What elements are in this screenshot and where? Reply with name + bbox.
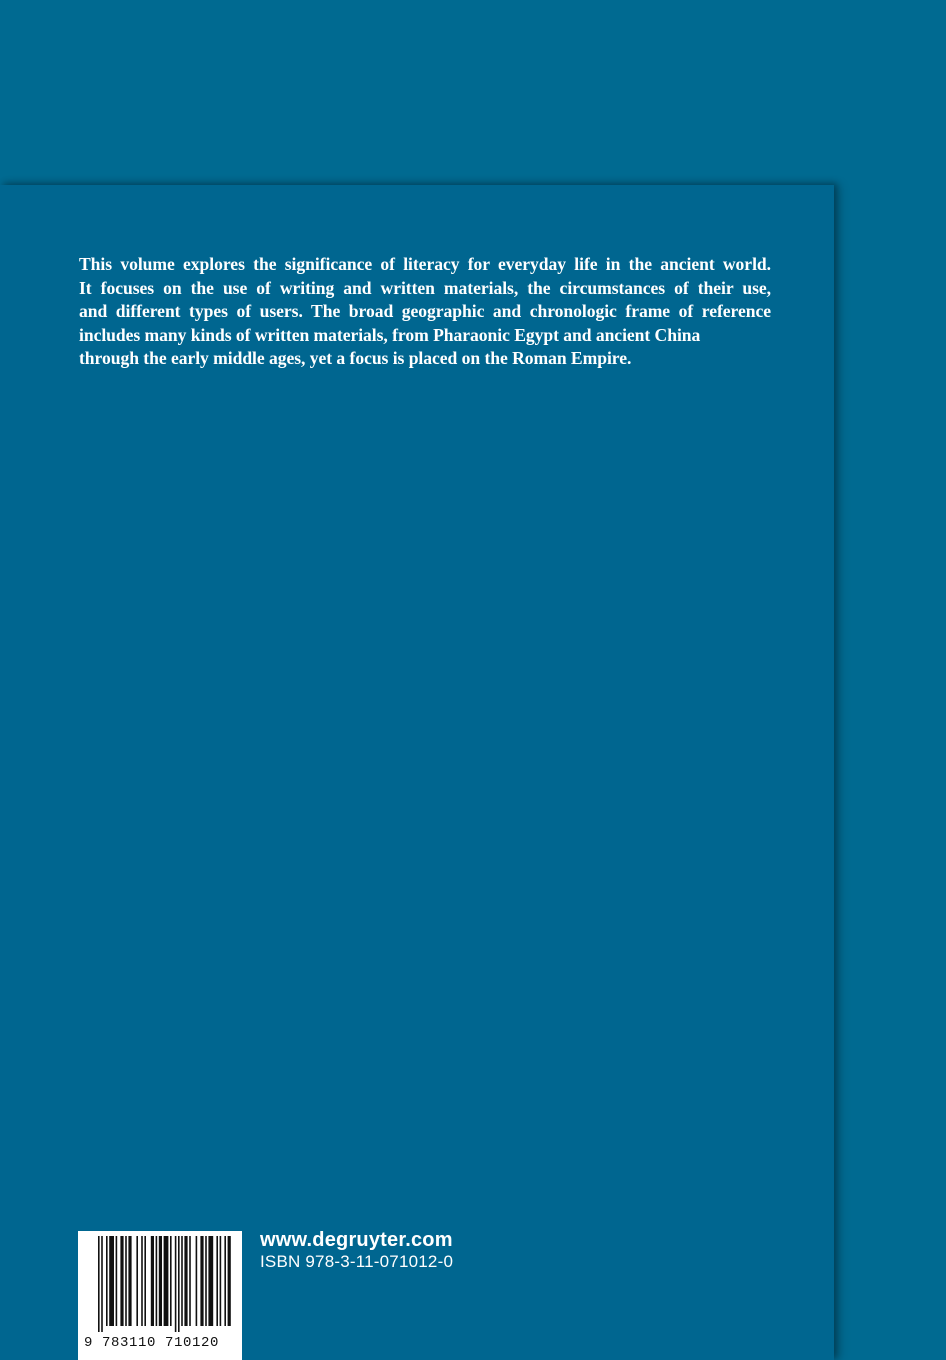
barcode-bar — [208, 1236, 213, 1326]
barcode-digits: 9 783110 710120 — [84, 1335, 220, 1351]
barcode-bar — [116, 1236, 118, 1326]
book-description — [79, 253, 779, 371]
description-line: This volume explores the significance of literacy for everyday life in the ancient world. — [79, 254, 771, 274]
barcode-bar — [184, 1236, 187, 1326]
barcode-bar — [175, 1236, 177, 1332]
isbn-number: ISBN 978-3-11-071012-0 — [260, 1252, 454, 1271]
barcode-bar — [216, 1236, 218, 1326]
barcode-bar — [156, 1236, 158, 1326]
barcode-bar — [228, 1236, 231, 1326]
barcode-bar — [106, 1236, 108, 1326]
description-line: includes many kinds of written materials, from Pharaonic Egypt and ancient China — [79, 324, 701, 345]
barcode-bar — [109, 1236, 114, 1326]
barcode-bar — [178, 1236, 180, 1332]
barcode-bar — [200, 1236, 203, 1326]
barcode-bar — [170, 1236, 172, 1326]
barcode-bar — [101, 1236, 103, 1332]
barcode-bar — [181, 1236, 183, 1326]
barcode-bar — [125, 1236, 127, 1326]
barcode-bar — [224, 1236, 226, 1326]
publisher-website-link[interactable]: www.degruyter.com — [260, 1229, 453, 1251]
barcode-bar — [159, 1236, 162, 1326]
barcode-bar — [98, 1236, 100, 1332]
isbn-barcode — [78, 1231, 242, 1360]
description-line: It focuses on the use of writing and written materials, the circumstances of their use, — [79, 277, 771, 298]
barcode-bar — [144, 1236, 146, 1326]
description-line: and different types of users. The broad geographic and chronologic frame of reference — [79, 301, 771, 322]
barcode-bar — [189, 1236, 191, 1326]
barcode-bar — [136, 1236, 138, 1326]
barcode-bar — [128, 1236, 131, 1326]
barcode-bar — [120, 1236, 123, 1326]
barcode-bar — [205, 1236, 207, 1326]
barcode-icon — [98, 1236, 234, 1332]
barcode-bar — [220, 1236, 222, 1326]
barcode-bar — [151, 1236, 154, 1326]
barcode-bar — [164, 1236, 169, 1326]
description-line: through the early middle ages, yet a focus is placed on the Roman Empire. — [79, 348, 632, 369]
barcode-bar — [196, 1236, 198, 1326]
barcode-bar — [141, 1236, 143, 1326]
